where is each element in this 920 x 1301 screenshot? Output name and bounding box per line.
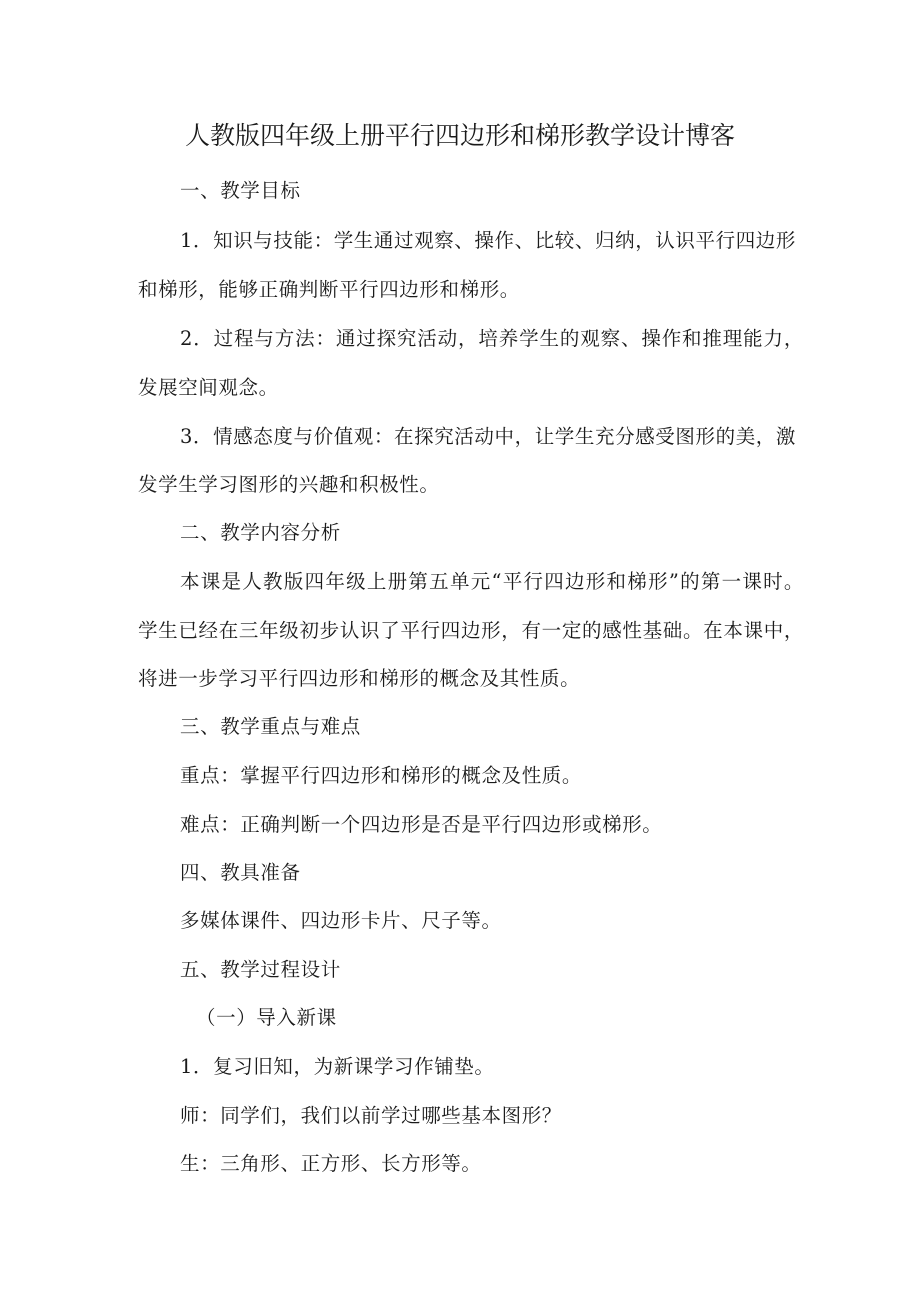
section-heading-materials: 四、教具准备 bbox=[180, 861, 301, 884]
section-heading-objectives: 一、教学目标 bbox=[180, 179, 301, 202]
paragraph-line: 将进一步学习平行四边形和梯形的概念及其性质。 bbox=[138, 667, 581, 690]
paragraph-line: 发展空间观念。 bbox=[138, 376, 279, 399]
paragraph-line: 学生已经在三年级初步认识了平行四边形，有一定的感性基础。在本课中， bbox=[138, 619, 804, 642]
paragraph-line: 多媒体课件、四边形卡片、尺子等。 bbox=[180, 909, 502, 932]
paragraph-line: 本课是人教版四年级上册第五单元“平行四边形和梯形”的第一课时。 bbox=[180, 570, 804, 593]
paragraph-line: 3．情感态度与价值观：在探究活动中，让学生充分感受图形的美，激 bbox=[180, 425, 797, 448]
section-heading-process: 五、教学过程设计 bbox=[180, 958, 341, 981]
document-title: 人教版四年级上册平行四边形和梯形教学设计博客 bbox=[184, 121, 735, 150]
paragraph-line: 1．复习旧知，为新课学习作铺垫。 bbox=[180, 1055, 495, 1078]
subsection-heading: （一）导入新课 bbox=[196, 1006, 337, 1029]
section-heading-key-points: 三、教学重点与难点 bbox=[180, 715, 361, 738]
paragraph-line: 难点：正确判断一个四边形是否是平行四边形或梯形。 bbox=[180, 813, 663, 836]
paragraph-line: 发学生学习图形的兴趣和积极性。 bbox=[138, 473, 440, 496]
paragraph-line: 1．知识与技能：学生通过观察、操作、比较、归纳，认识平行四边形 bbox=[180, 229, 797, 252]
paragraph-line: 2．过程与方法：通过探究活动，培养学生的观察、操作和推理能力， bbox=[180, 327, 804, 350]
section-heading-content-analysis: 二、教学内容分析 bbox=[180, 521, 341, 544]
paragraph-line: 生：三角形、正方形、长方形等。 bbox=[180, 1152, 482, 1175]
paragraph-line: 师：同学们，我们以前学过哪些基本图形？ bbox=[180, 1104, 562, 1127]
paragraph-line: 和梯形，能够正确判断平行四边形和梯形。 bbox=[138, 278, 520, 301]
paragraph-line: 重点：掌握平行四边形和梯形的概念及性质。 bbox=[180, 764, 583, 787]
